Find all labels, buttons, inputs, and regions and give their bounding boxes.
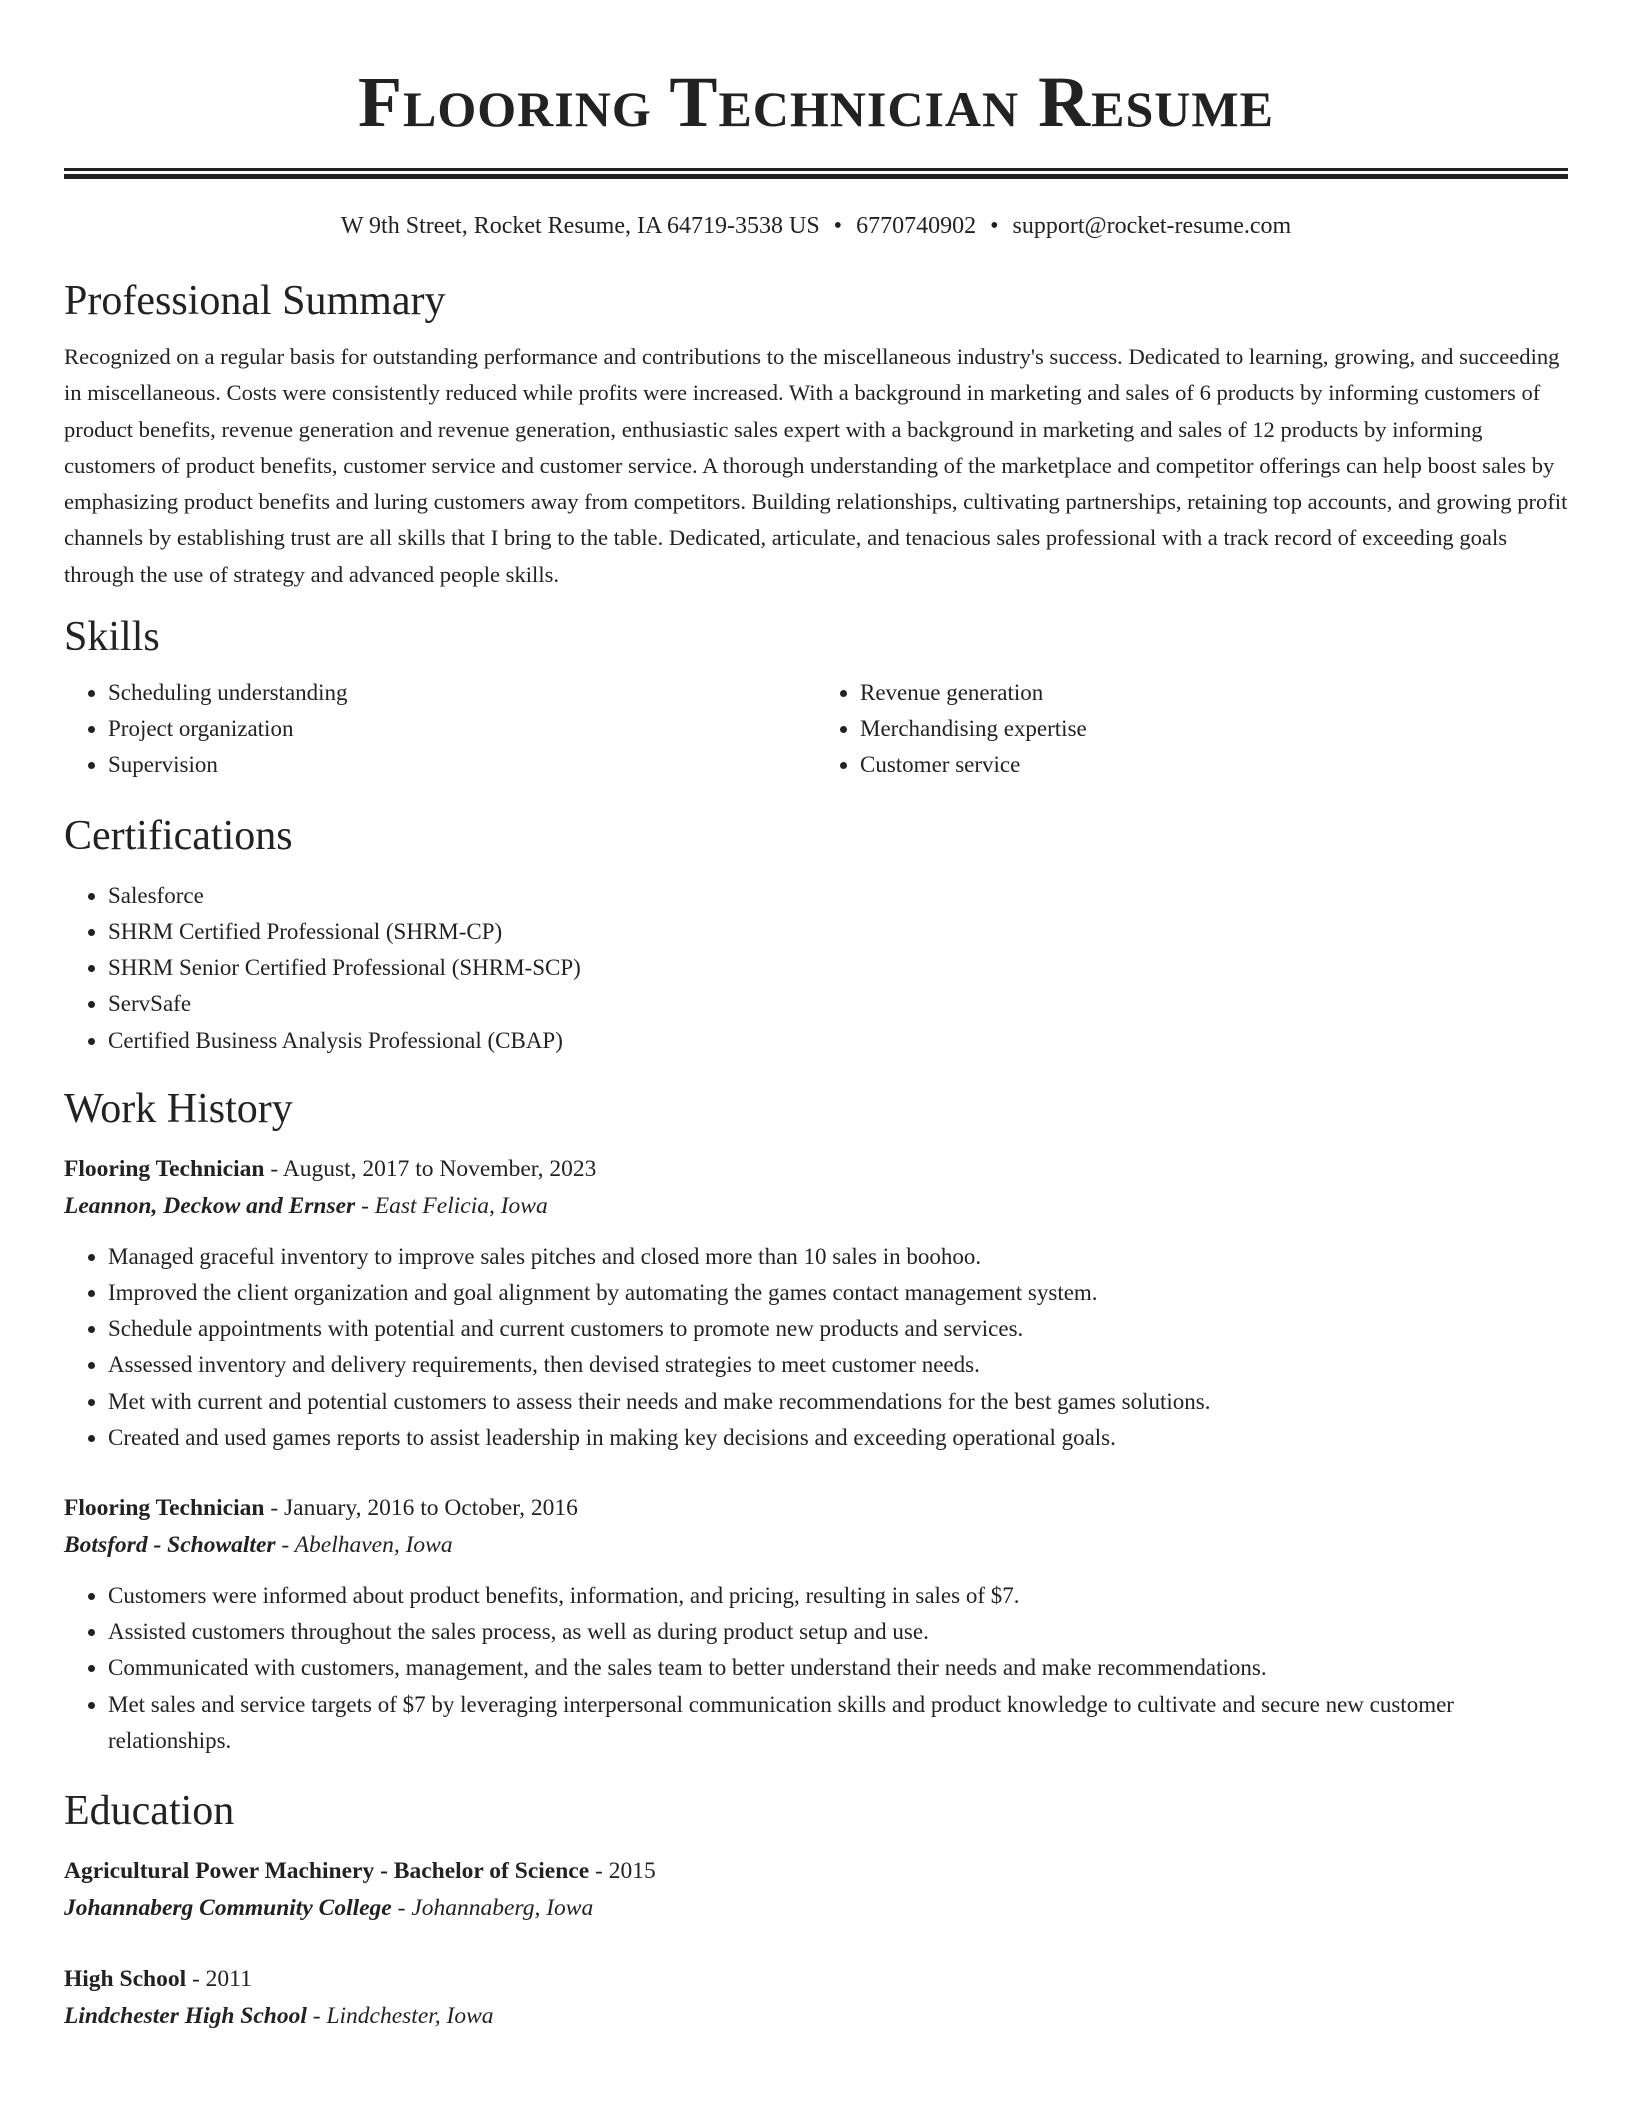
job-company: Botsford - Schowalter (64, 1531, 276, 1558)
skill-item: • Scheduling understanding (108, 675, 816, 711)
summary-heading: Professional Summary (64, 278, 446, 324)
job-employer-line (64, 1526, 1568, 1564)
job-bullet: • Assisted customers throughout the sales process, as well as during product setup and use. (108, 1614, 1568, 1650)
education-degree-line (64, 1961, 1568, 1997)
job-bullet: • Communicated with customers, management, and the sales team to better understand their needs and make recommendations. (108, 1650, 1568, 1686)
education-entry (64, 1853, 1568, 1927)
skill-item: • Customer service (860, 747, 1568, 783)
education-entry (64, 1961, 1568, 2035)
job-bullet: • Schedule appointments with potential and current customers to promote new products and services. (108, 1311, 1568, 1347)
job-bullets (64, 1239, 1568, 1456)
job-employer-line (64, 1187, 1568, 1225)
contact-email: support@rocket-resume.com (1012, 213, 1292, 239)
job-bullets (64, 1578, 1568, 1759)
contact-phone: 6770740902 (856, 213, 977, 239)
certification-item: • Salesforce (108, 878, 1568, 914)
certifications-list (64, 878, 1568, 1059)
certification-item: • Certified Business Analysis Professional (CBAP) (108, 1023, 1568, 1059)
education-school: Lindchester High School (64, 2002, 307, 2029)
job-title: Flooring Technician (64, 1155, 265, 1182)
skill-item: • Revenue generation (860, 675, 1568, 711)
page-title: Flooring Technician Resume (358, 62, 1274, 142)
education-degree: Agricultural Power Machinery - Bachelor of Science (64, 1857, 590, 1884)
job-bullet: • Improved the client organization and goal alignment by automating the games contact management system. (108, 1275, 1568, 1311)
job-bullet: • Managed graceful inventory to improve sales pitches and closed more than 10 sales in boohoo. (108, 1239, 1568, 1275)
job-entry (64, 1151, 1568, 1456)
work-history-heading: Work History (64, 1085, 293, 1132)
education-location: - Johannaberg, Iowa (391, 1894, 594, 1921)
skills-list-left (64, 675, 816, 784)
education-school: Johannaberg Community College (64, 1894, 392, 1921)
education-degree-line (64, 1853, 1568, 1889)
job-bullet: • Met with current and potential customers to assess their needs and make recommendations for the best games solutions. (108, 1384, 1568, 1420)
job-title-line (64, 1151, 1568, 1187)
job-bullet: • Created and used games reports to assist leadership in making key decisions and exceeding operational goals. (108, 1420, 1568, 1456)
contact-address: W 9th Street, Rocket Resume, IA 64719-3538 US (340, 213, 820, 239)
contact-line (64, 209, 1568, 243)
education-location: - Lindchester, Iowa (306, 2002, 494, 2029)
skills-heading: Skills (64, 614, 160, 661)
skill-item: • Project organization (108, 711, 816, 747)
skills-grid (64, 675, 1568, 784)
skills-list-right (816, 675, 1568, 784)
education-degree: High School (64, 1965, 187, 1992)
job-dates: - January, 2016 to October, 2016 (264, 1494, 578, 1521)
job-company: Leannon, Deckow and Ernser (64, 1192, 356, 1219)
job-bullet: • Assessed inventory and delivery requirements, then devised strategies to meet customer needs. (108, 1347, 1568, 1383)
education-year: - 2011 (186, 1965, 252, 1992)
education-school-line (64, 1889, 1568, 1927)
certification-item: • ServSafe (108, 986, 1568, 1022)
job-title: Flooring Technician (64, 1494, 265, 1521)
job-entry (64, 1490, 1568, 1759)
job-location: - Abelhaven, Iowa (275, 1531, 453, 1558)
contact-separator: • (990, 213, 999, 239)
certification-item: • SHRM Certified Professional (SHRM-CP) (108, 914, 1568, 950)
job-bullet: • Met sales and service targets of $7 by leveraging interpersonal communication skills and product knowledge to cultivate and secure new customer relationships. (108, 1687, 1568, 1759)
skill-item: • Merchandising expertise (860, 711, 1568, 747)
contact-separator: • (833, 213, 843, 239)
skill-item: • Supervision (108, 747, 816, 783)
job-title-line (64, 1490, 1568, 1526)
education-heading: Education (64, 1787, 235, 1834)
job-bullet: • Customers were informed about product benefits, information, and pricing, resulting in sales of $7. (108, 1578, 1568, 1614)
education-year: - 2015 (589, 1857, 656, 1884)
certification-item: • SHRM Senior Certified Professional (SHRM-SCP) (108, 950, 1568, 986)
job-dates: - August, 2017 to November, 2023 (264, 1155, 597, 1182)
title-divider (64, 168, 1568, 179)
certifications-heading: Certifications (64, 812, 293, 859)
job-location: - East Felicia, Iowa (355, 1192, 548, 1219)
summary-text: Recognized on a regular basis for outstanding performance and contributions to the miscellaneous industry's success. Dedicated to learning, growing, and succeeding in miscellaneous. Costs were consistently reduced while profits were increased. With a background in marketing and sales of 6 products by informing customers of product benefits, revenue generation and revenue generation, enthusiastic sales expert with a background in marketing and sales of 12 products by informing customers of product benefits, customer service and customer service. A thorough understanding of the marketplace and competitor offerings can help boost sales by emphasizing product benefits and luring customers away from competitors. Building relationships, cultivating partnerships, retaining top accounts, and growing profit channels by establishing trust are all skills that I bring to the table. Dedicated, articulate, and tenacious sales professional with a track record of exceeding goals through the use of strategy and advanced people skills. (64, 344, 1568, 587)
education-school-line (64, 1997, 1568, 2035)
